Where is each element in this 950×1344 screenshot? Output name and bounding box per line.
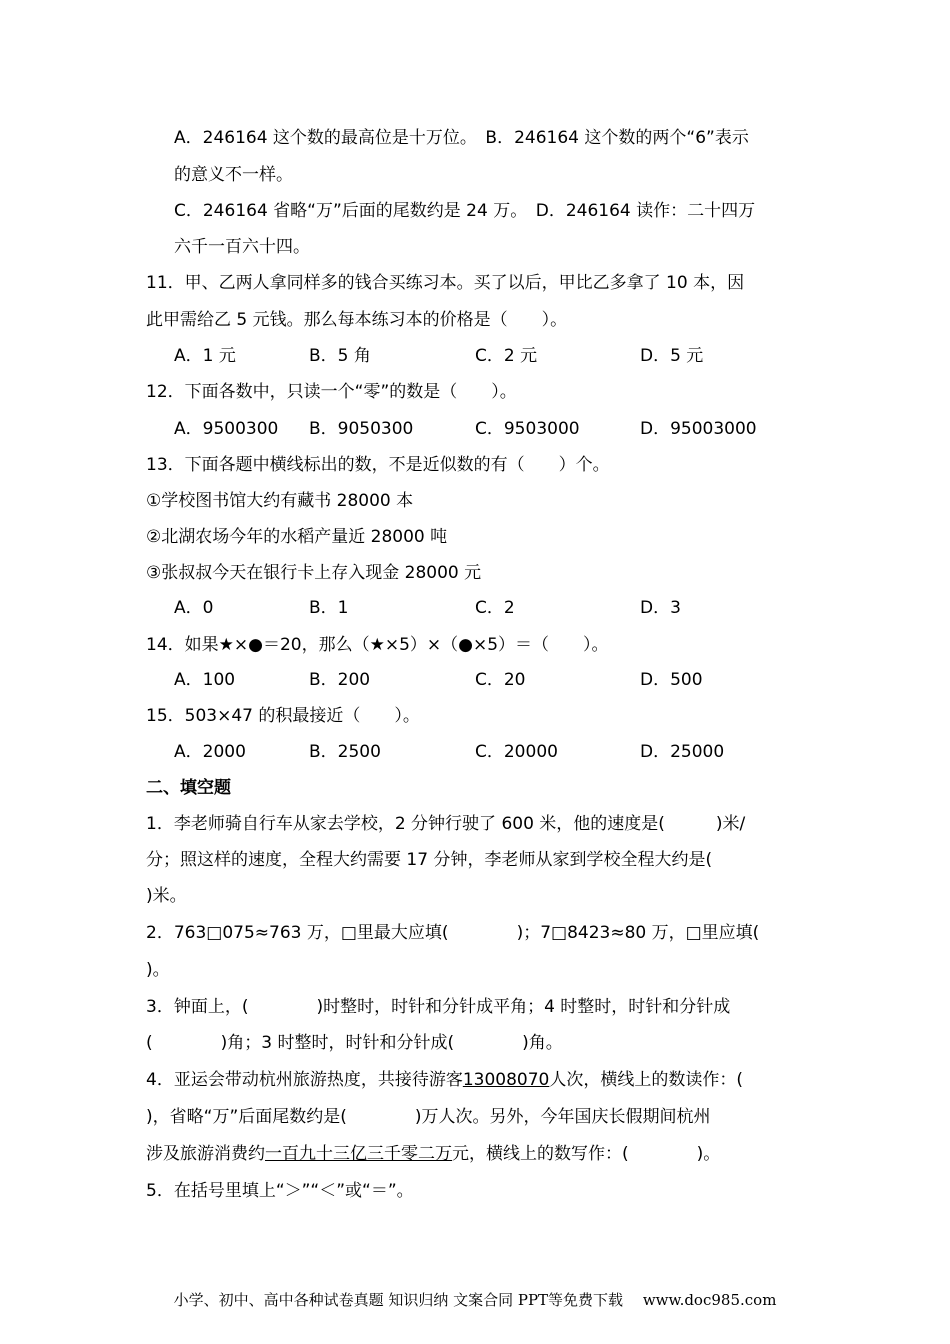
f2-line-2: )。 (146, 960, 170, 980)
f5-line-1: 5．在括号里填上“＞”“＜”或“＝”。 (146, 1181, 414, 1201)
f3-line-2: ( )角；3 时整时，时针和分针成( )角。 (146, 1033, 563, 1053)
option-d: D．3 (640, 598, 681, 618)
f2-line-1: 2．763□075≈763 万，□里最大应填( )；7□8423≈80 万，□里应填( (146, 923, 760, 943)
option-d: D．5 元 (640, 346, 704, 366)
f4-line-1 (146, 1068, 806, 1092)
f4-underlined-number: 13008070 (462, 1070, 550, 1090)
option-c: C．2 (475, 598, 515, 618)
q12-stem: 12．下面各数中，只读一个“零”的数是（ ）。 (146, 382, 517, 402)
option-d: D．25000 (640, 742, 725, 762)
section-heading: 二、填空题 (146, 778, 231, 798)
f1-line-2: 分；照这样的速度，全程大约需要 17 分钟，李老师从家到学校全程大约是( (146, 850, 713, 870)
option-b: B．5 角 (309, 346, 371, 366)
option-a: A．9500300 (174, 419, 279, 439)
option-d: D．500 (640, 670, 703, 690)
option-c: C．20000 (475, 742, 558, 762)
q10-options-line-1: A．246164 这个数的最高位是十万位。 B．246164 这个数的两个“6”表示 (174, 128, 749, 148)
q13-item-2: ②北湖农场今年的水稻产量近 28000 吨 (146, 527, 448, 547)
q13-item-3: ③张叔叔今天在银行卡上存入现金 28000 元 (146, 563, 482, 583)
q15-options (174, 740, 814, 764)
f4-underlined-words: 一百九十三亿三千零二万 (265, 1144, 452, 1164)
q13-options (174, 596, 814, 620)
page-footer: 小学、初中、高中各种试卷真题 知识归纳 文案合同 PPT等免费下载 www.doc985.com (173, 1291, 777, 1309)
option-b: B．200 (309, 670, 371, 690)
f4-text: 人次，横线上的数读作：( (549, 1070, 743, 1090)
option-c: C．2 元 (475, 346, 538, 366)
q14-stem: 14．如果★×●＝20，那么（★×5）×（●×5）＝（ ）。 (146, 635, 609, 655)
option-c: C．20 (475, 670, 526, 690)
q10-options-line-2: 的意义不一样。 (174, 165, 293, 185)
f4-text: 4．亚运会带动杭州旅游热度，共接待游客 (146, 1070, 463, 1090)
q15-stem: 15．503×47 的积最接近（ ）。 (146, 706, 420, 726)
option-a: A．0 (174, 598, 214, 618)
option-d: D．95003000 (640, 419, 757, 439)
f3-line-1: 3．钟面上，( )时整时，时针和分针成平角；4 时整时，时针和分针成 (146, 997, 731, 1017)
f4-line-2: )，省略“万”后面尾数约是( )万人次。另外，今年国庆长假期间杭州 (146, 1107, 711, 1127)
option-b: B．9050300 (309, 419, 414, 439)
option-a: A．100 (174, 670, 236, 690)
f4-text: 元，横线上的数写作：( )。 (452, 1144, 721, 1164)
f1-line-3: )米。 (146, 886, 187, 906)
q12-options (174, 417, 814, 441)
q11-options (174, 344, 814, 368)
q14-options (174, 668, 814, 692)
f4-line-3 (146, 1142, 806, 1166)
f4-text: 涉及旅游消费约 (146, 1144, 265, 1164)
f1-line-1: 1．李老师骑自行车从家去学校，2 分钟行驶了 600 米，他的速度是( )米/ (146, 814, 746, 834)
q13-stem: 13．下面各题中横线标出的数，不是近似数的有（ ）个。 (146, 455, 610, 475)
q13-item-1: ①学校图书馆大约有藏书 28000 本 (146, 491, 414, 511)
q11-stem-line-2: 此甲需给乙 5 元钱。那么每本练习本的价格是（ ）。 (146, 310, 568, 330)
q10-options-line-3: C．246164 省略“万”后面的尾数约是 24 万。 D．246164 读作：二十四万 (174, 201, 756, 221)
option-b: B．2500 (309, 742, 381, 762)
q11-stem-line-1: 11．甲、乙两人拿同样多的钱合买练习本。买了以后，甲比乙多拿了 10 本，因 (146, 273, 745, 293)
q10-options-line-4: 六千一百六十四。 (174, 237, 310, 257)
option-c: C．9503000 (475, 419, 580, 439)
option-b: B．1 (309, 598, 349, 618)
option-a: A．1 元 (174, 346, 236, 366)
option-a: A．2000 (174, 742, 246, 762)
